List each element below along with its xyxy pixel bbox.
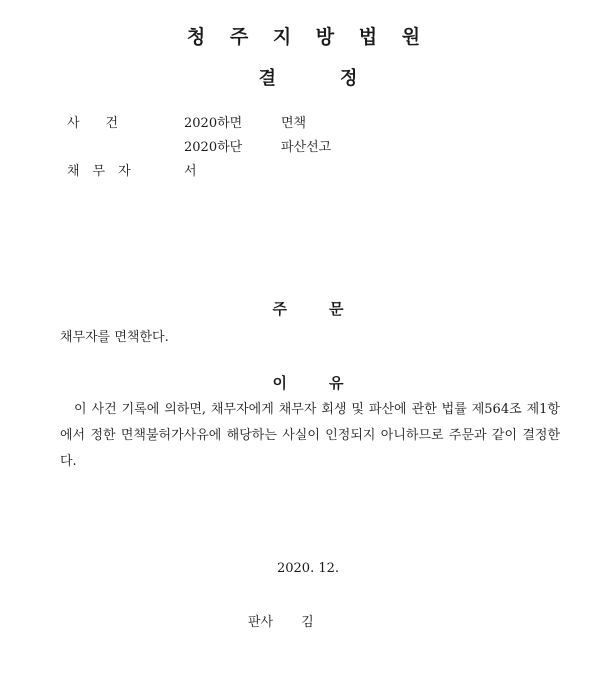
debtor-name: 서 (184, 164, 197, 179)
order-title-right: 문 (329, 300, 344, 318)
judge-signature (248, 611, 314, 630)
decision-date: 2020. 12. (276, 561, 340, 576)
document-type-right: 정 (340, 68, 358, 89)
case-type-2: 파산선고 (281, 140, 332, 155)
reason-title-right: 유 (329, 374, 344, 392)
judge-name: 김 (301, 615, 314, 630)
case-number-1: 2020하면 (184, 116, 243, 131)
case-label: 사건 (67, 116, 145, 131)
order-title-left: 주 (272, 300, 287, 318)
reason-title (0, 372, 616, 393)
order-text: 채무자를 면책한다. (60, 330, 169, 345)
order-title (0, 298, 616, 319)
case-type-1: 면책 (281, 116, 307, 131)
court-name: 청 주 지 방 법 원 (186, 26, 430, 48)
reason-title-left: 이 (272, 374, 287, 392)
judge-title: 판사 (248, 615, 274, 630)
debtor-label: 채무자 (67, 164, 144, 179)
case-number-2: 2020하단 (184, 140, 243, 155)
document-type-left: 결 (258, 68, 276, 89)
reason-text: 이 사건 기록에 의하면, 채무자에게 채무자 회생 및 파산에 관한 법률 제564조 제1항에서 정한 면책불허가사유에 해당하는 사실이 인정되지 아니하므로 주문과 같이 결정한다. (60, 402, 560, 469)
document-type (0, 64, 616, 90)
